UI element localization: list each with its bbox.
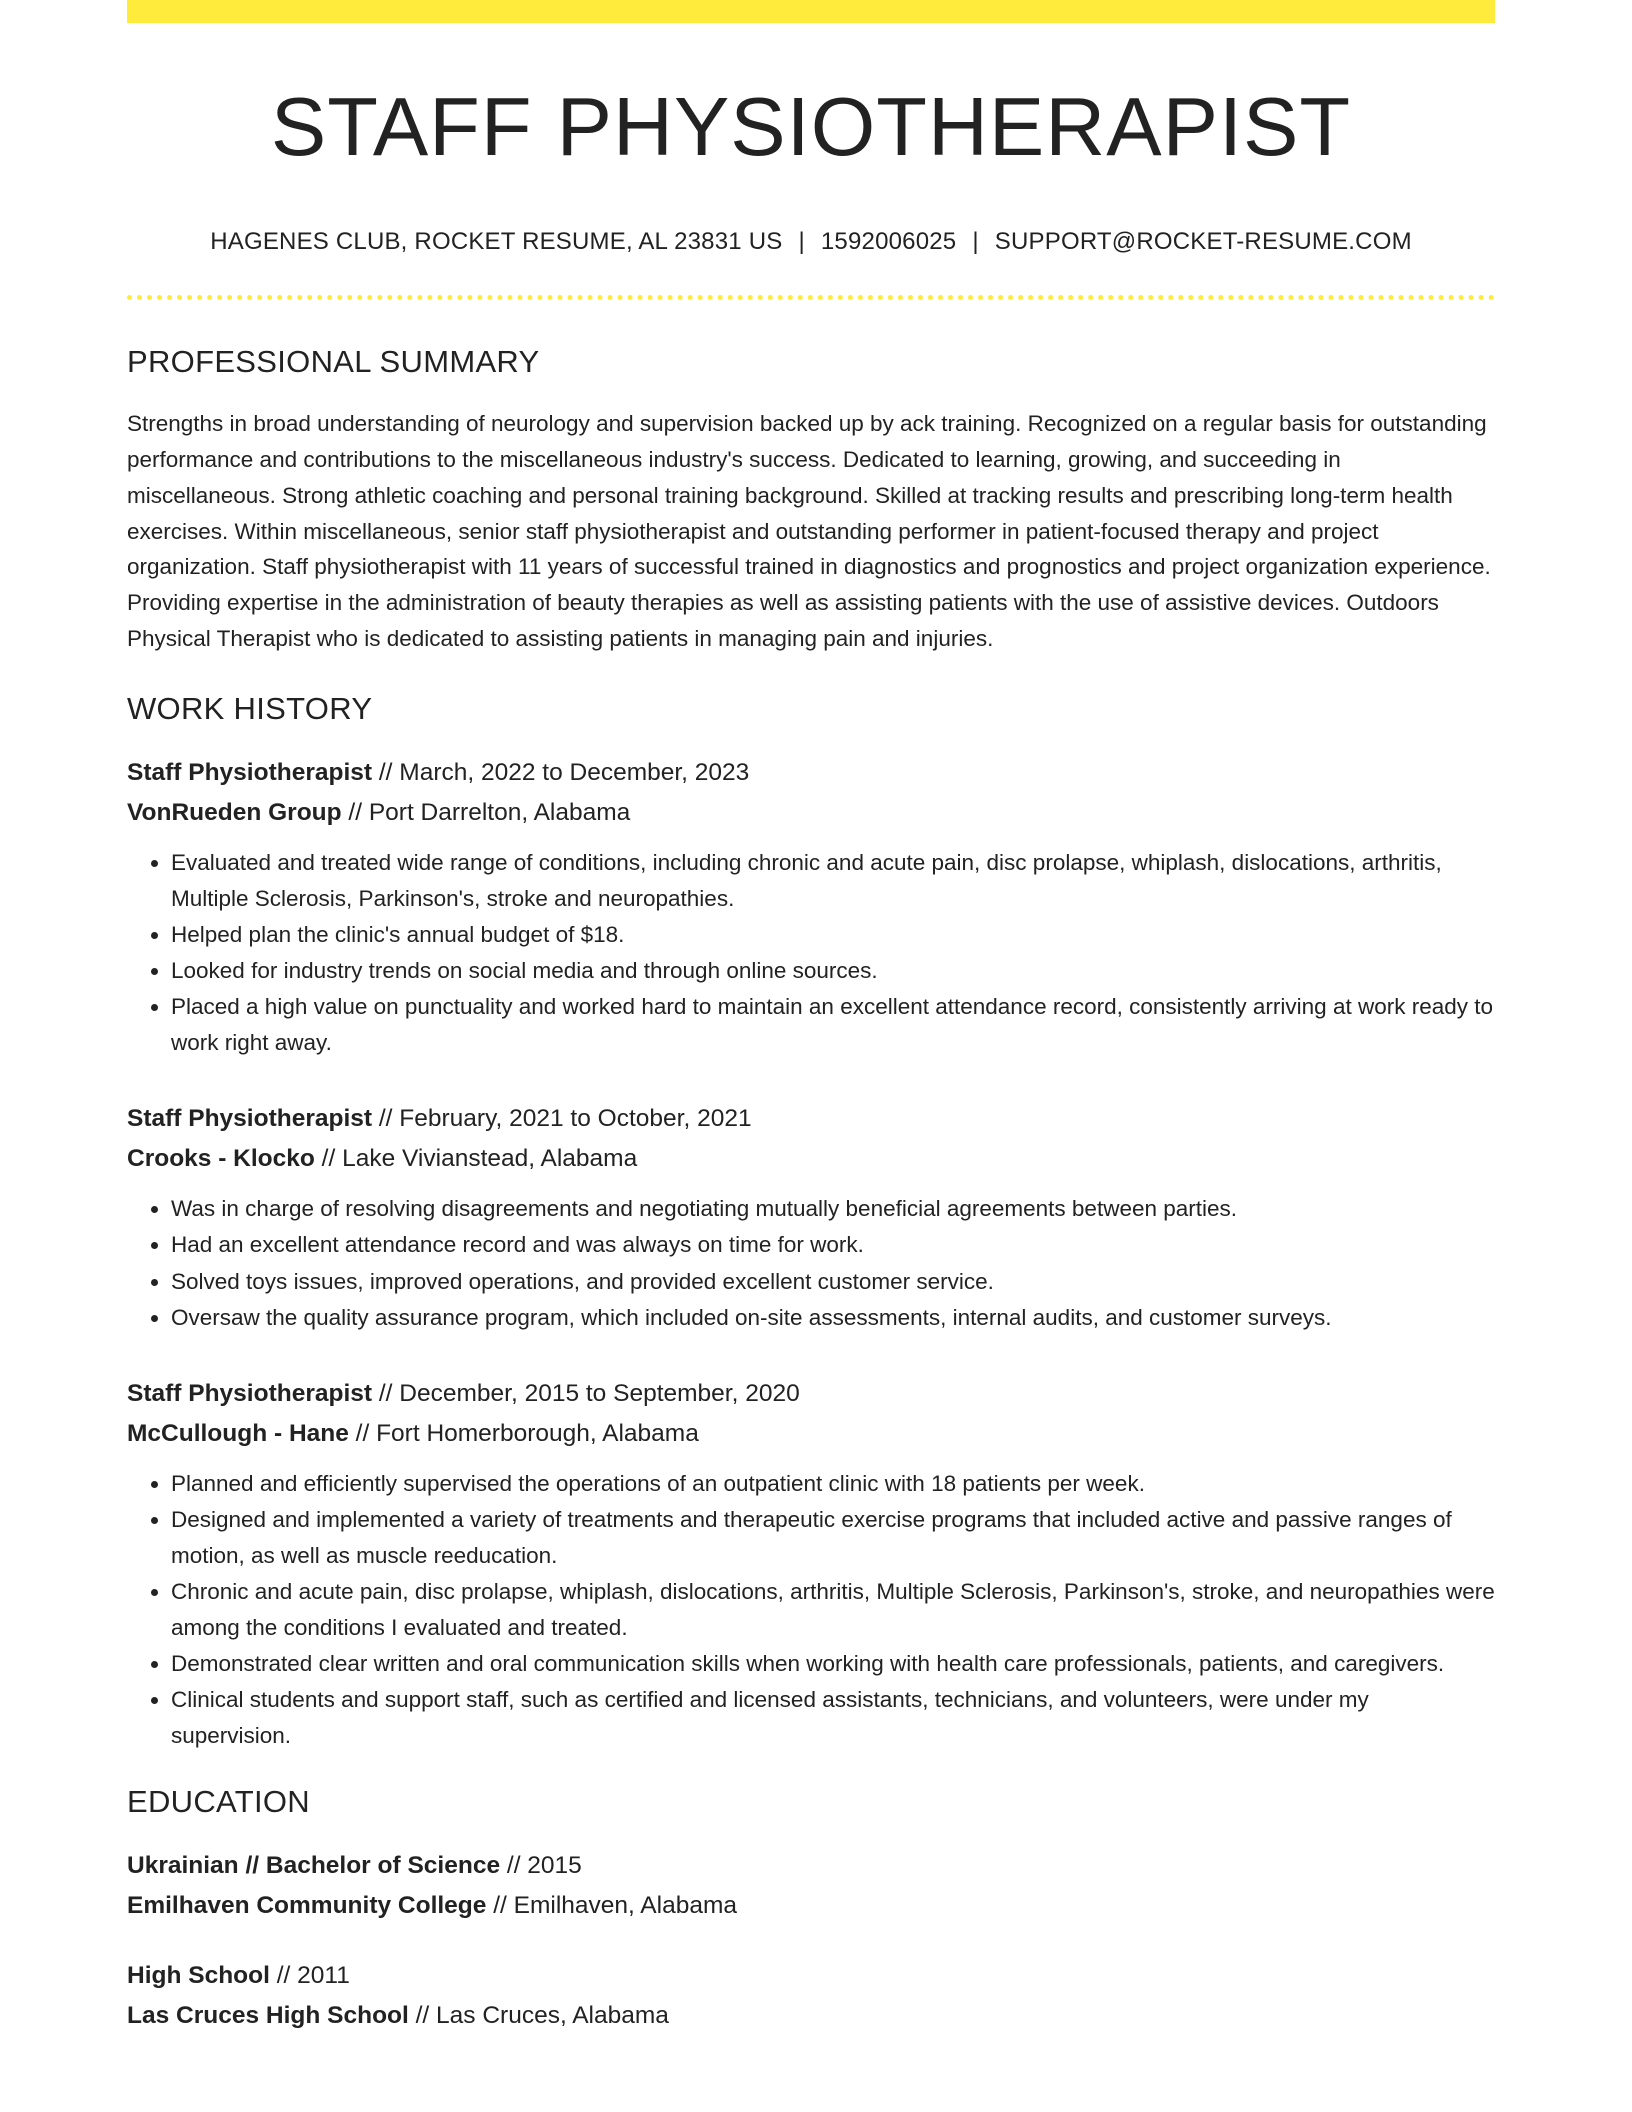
education-school: Las Cruces High School (127, 2002, 409, 2030)
job-title: Staff Physiotherapist (127, 1379, 373, 1407)
list-item: • Solved toys issues, improved operations, and provided excellent customer service. (171, 1264, 1495, 1300)
list-item: • Looked for industry trends on social media and through online sources. (171, 953, 1495, 989)
job-title-line (127, 1099, 1495, 1139)
education-year: // 2015 (500, 1852, 582, 1880)
list-item: • Helped plan the clinic's annual budget of $18. (171, 917, 1495, 953)
work-history-heading: WORK HISTORY (127, 690, 373, 726)
education-school-line (127, 1886, 1495, 1926)
job-location: // Port Darrelton, Alabama (341, 798, 631, 826)
job-title-line (127, 1374, 1495, 1414)
contact-separator: | (972, 228, 979, 256)
contact-phone: 1592006025 (820, 228, 957, 256)
summary-text: Strengths in broad understanding of neurology and supervision backed up by ack training. Recognized on a regular basis for outstanding performance and contributions to the miscellaneous industry's success. Dedicated to learning, growing, and succeeding in miscellaneous. Strong athletic coaching and personal training background. Skilled at tracking results and prescribing long-term health exercises. Within miscellaneous, senior staff physiotherapist and outstanding performer in patient-focused therapy and project organization. Staff physiotherapist with 11 years of successful trained in diagnostics and prognostics and project organization experience. Providing expertise in the administration of beauty therapies as well as assisting patients with the use of assistive devices. Outdoors Physical Therapist who is dedicated to assisting patients in managing pain and injuries. (127, 411, 1491, 651)
job-entry (127, 1099, 1495, 1336)
education-school-line (127, 1996, 1495, 2036)
job-location: // Lake Vivianstead, Alabama (314, 1145, 638, 1172)
job-company: McCullough - Hane (127, 1419, 349, 1447)
page-title: STAFF PHYSIOTHERAPIST (270, 80, 1352, 173)
education-year: // 2011 (269, 1962, 350, 1990)
contact-email: SUPPORT@ROCKET-RESUME.COM (994, 228, 1412, 256)
header-divider (127, 295, 1495, 300)
list-item: • Demonstrated clear written and oral communication skills when working with health care professionals, patients, and caregivers. (171, 1646, 1495, 1682)
summary-heading: PROFESSIONAL SUMMARY (127, 344, 540, 380)
contact-line (127, 228, 1495, 256)
job-bullets (127, 1191, 1495, 1336)
education-degree-line (127, 1846, 1495, 1886)
list-item: • Designed and implemented a variety of treatments and therapeutic exercise programs that included active and passive ranges of motion, as well as muscle reeducation. (171, 1502, 1495, 1574)
contact-address: HAGENES CLUB, ROCKET RESUME, AL 23831 US (210, 228, 783, 256)
education-degree-line (127, 1956, 1495, 1996)
education-heading: EDUCATION (127, 1784, 310, 1820)
education-entry (127, 1956, 1495, 2036)
list-item: • Placed a high value on punctuality and worked hard to maintain an excellent attendance record, consistently arriving at work ready to work right away. (171, 989, 1495, 1061)
job-dates: // December, 2015 to September, 2020 (372, 1379, 800, 1407)
list-item: • Had an excellent attendance record and was always on time for work. (171, 1227, 1495, 1263)
education-degree: High School (127, 1962, 270, 1990)
job-dates: // February, 2021 to October, 2021 (372, 1105, 752, 1132)
contact-separator: | (798, 228, 805, 256)
education-degree: Ukrainian // Bachelor of Science (127, 1852, 501, 1880)
job-company: Crooks - Klocko (127, 1145, 315, 1172)
job-dates: // March, 2022 to December, 2023 (372, 758, 750, 786)
education-entry (127, 1846, 1495, 1926)
job-company-line (127, 1139, 1495, 1179)
list-item: • Evaluated and treated wide range of conditions, including chronic and acute pain, disc prolapse, whiplash, dislocations, arthritis, Multiple Sclerosis, Parkinson's, stroke and neuropathies. (171, 845, 1495, 917)
job-title: Staff Physiotherapist (127, 1105, 373, 1132)
education-location: // Las Cruces, Alabama (408, 2002, 669, 2030)
list-item: • Planned and efficiently supervised the operations of an outpatient clinic with 18 patients per week. (171, 1466, 1495, 1502)
job-location: // Fort Homerborough, Alabama (348, 1419, 699, 1447)
job-entry (127, 1374, 1495, 1754)
job-company: VonRueden Group (127, 798, 342, 826)
list-item: • Oversaw the quality assurance program, which included on-site assessments, internal audits, and customer surveys. (171, 1300, 1495, 1336)
list-item: • Was in charge of resolving disagreements and negotiating mutually beneficial agreements between parties. (171, 1191, 1495, 1227)
resume-page (127, 0, 1495, 2036)
job-bullets (127, 845, 1495, 1061)
job-company-line (127, 793, 1495, 833)
job-entry (127, 753, 1495, 1061)
list-item: • Clinical students and support staff, such as certified and licensed assistants, technicians, and volunteers, were under my supervision. (171, 1682, 1495, 1754)
job-company-line (127, 1414, 1495, 1454)
education-location: // Emilhaven, Alabama (486, 1892, 737, 1920)
job-title-line (127, 753, 1495, 793)
job-title: Staff Physiotherapist (127, 758, 373, 786)
job-bullets (127, 1466, 1495, 1754)
accent-bar (127, 0, 1495, 23)
list-item: • Chronic and acute pain, disc prolapse, whiplash, dislocations, arthritis, Multiple Sclerosis, Parkinson's, stroke, and neuropathies were among the conditions I evaluated and treated. (171, 1574, 1495, 1646)
education-school: Emilhaven Community College (127, 1892, 487, 1920)
